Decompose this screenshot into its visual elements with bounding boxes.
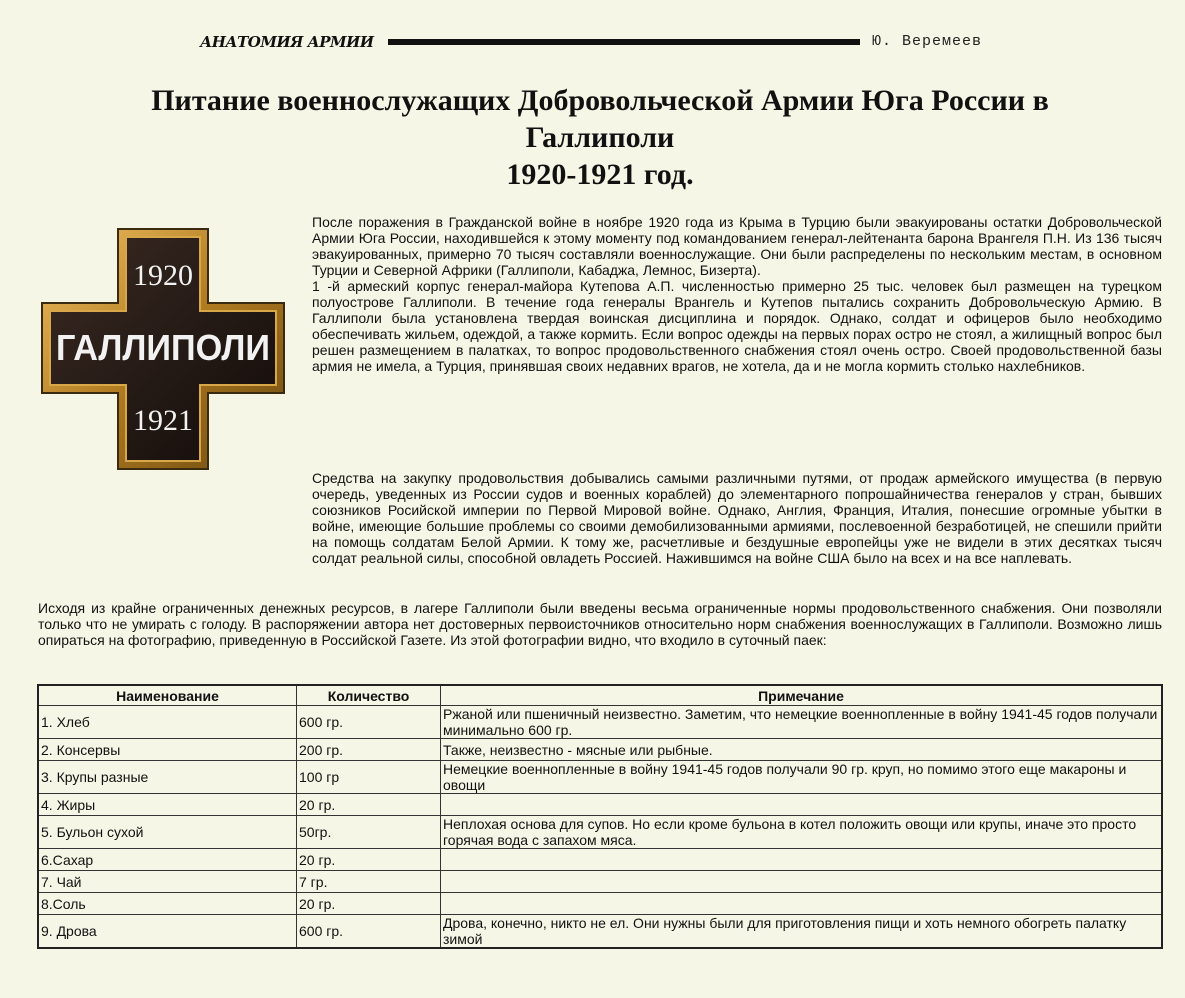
cell-quantity: 20 гр. <box>297 893 441 915</box>
paragraph-1: После поражения в Гражданской войне в ноябре 1920 года из Крыма в Турцию были эвакуированы остатки Добровольческой Армии Юга России, находившейся к этому моменту под командованием генерал-лейтенанта барона Врангеля П.Н. Из 136 тысяч эвакуированных, примерно 70 тысяч составляли военнослужащие. Они были распределены по нескольким местам, в основном Турции и Северной Африки (Галлиполи, Кабаджа, Лемнос, Бизерта). <box>312 214 1162 278</box>
table-row <box>38 761 1162 794</box>
cell-note: Также, неизвестно - мясные или рыбные. <box>441 739 1163 761</box>
cell-name: 2. Консервы <box>38 739 297 761</box>
paragraph-4: Исходя из крайне ограниченных денежных ресурсов, в лагере Галлиполи были введены весьма ограниченные нормы продовольственного снабжения. Они позволяли только что не умирать с голоду. В распоряжении автора нет достоверных первоисточников относительно норм снабжения военнослужащих в Галлиполи. Возможно лишь опираться на фотографию, приведенную в Российской Газете. Из этой фотографии видно, что входило в суточный паек: <box>38 600 1162 648</box>
table-row <box>38 816 1162 849</box>
table-row <box>38 706 1162 739</box>
cell-note: Дрова, конечно, никто не ел. Они нужны были для приготовления пищи и хоть немного обогреть палатку зимой <box>441 915 1163 949</box>
cell-note <box>441 871 1163 893</box>
paragraph-3: Средства на закупку продовольствия добывались самыми различными путями, от продаж армейского имущества (в первую очередь, уведенных из России судов и военных кораблей) до элементарного попрошайничества генералов у стран, бывших союзников Росийской империи по Первой Мировой войне. Однако, Англия, Франция, Италия, понесшие огромные убытки в войне, имеющие большие проблемы со своими демобилизованными армиями, послевоенной безработицей, не спешили прийти на помощь солдатам Белой Армии. К тому же, расчетливые и бездушные европейцы уже не видели в этих десятках тысяч солдат реальной силы, способной овладеть Россией. Нажившимся на войне США было на всех и на все наплевать. <box>312 470 1162 566</box>
badge-year-top: 1920 <box>133 259 193 292</box>
cell-name: 6.Сахар <box>38 849 297 871</box>
header-quantity: Количество <box>297 685 441 706</box>
table-row <box>38 849 1162 871</box>
page-title <box>60 82 1140 193</box>
gallipoli-cross-badge <box>38 225 288 475</box>
cell-name: 9. Дрова <box>38 915 297 949</box>
header-name: Наименование <box>38 685 297 706</box>
intro-text <box>312 214 1162 374</box>
table-row <box>38 893 1162 915</box>
table-row <box>38 871 1162 893</box>
table-row <box>38 739 1162 761</box>
cell-name: 7. Чай <box>38 871 297 893</box>
cell-name: 1. Хлеб <box>38 706 297 739</box>
table-row <box>38 915 1162 949</box>
cell-quantity: 20 гр. <box>297 849 441 871</box>
cell-note: Немецкие военнопленные в войну 1941-45 годов получали 90 гр. круп, но помимо этого еще макароны и овощи <box>441 761 1163 794</box>
cell-note <box>441 849 1163 871</box>
header-note: Примечание <box>441 685 1163 706</box>
cell-quantity: 200 гр. <box>297 739 441 761</box>
section-label: АНАТОМИЯ АРМИИ <box>200 33 374 51</box>
ration-table <box>37 684 1163 949</box>
header-rule <box>388 39 860 45</box>
title-line-3: 1920-1921 год. <box>506 158 694 191</box>
title-line-2: Галлиполи <box>525 121 675 154</box>
cell-quantity: 600 гр. <box>297 706 441 739</box>
cell-note <box>441 794 1163 816</box>
cell-quantity: 50гр. <box>297 816 441 849</box>
cell-note <box>441 893 1163 915</box>
funding-text <box>38 470 1162 566</box>
cell-name: 8.Соль <box>38 893 297 915</box>
table-header-row <box>38 685 1162 706</box>
cell-quantity: 600 гр. <box>297 915 441 949</box>
badge-name: ГАЛЛИПОЛИ <box>56 327 270 368</box>
table-body <box>38 706 1162 949</box>
author-name: Ю. Веремеев <box>872 33 983 50</box>
cell-note: Ржаной или пшеничный неизвестно. Заметим, что немецкие военнопленные в войну 1941-45 годов получали минимально 600 гр. <box>441 706 1163 739</box>
cell-quantity: 100 гр <box>297 761 441 794</box>
badge-year-bottom: 1921 <box>133 404 193 437</box>
page-header <box>200 33 1000 53</box>
cell-note: Неплохая основа для супов. Но если кроме бульона в котел положить овощи или крупы, иначе это просто горячая вода с запахом мяса. <box>441 816 1163 849</box>
title-line-1: Питание военнослужащих Добровольческой Армии Юга России в <box>151 84 1049 117</box>
paragraph-2: 1 -й армеский корпус генерал-майора Кутепова А.П. численностью примерно 25 тыс. человек был размещен на турецком полуострове Галлиполи. В течение года генералы Врангель и Кутепов пытались сохранить Добровольческую Армию. В Галлиполи была установлена твердая воинская дисциплина и порядок. Однако, солдат и офицеров было необходимо обеспечивать жильем, одеждой, а также кормить. Если вопрос одежды на первых порах остро не стоял, а жилищный вопрос был решен размещением в палатках, то вопрос продовольственного снабжения стоял очень остро. Своей продовольственной базы армия не имела, а Турция, принявшая своих недавних врагов, не хотела, да и не могла кормить столько нахлебников. <box>312 278 1162 374</box>
cell-name: 4. Жиры <box>38 794 297 816</box>
cell-name: 3. Крупы разные <box>38 761 297 794</box>
table-row <box>38 794 1162 816</box>
ration-intro-text <box>38 600 1162 648</box>
cell-quantity: 20 гр. <box>297 794 441 816</box>
cell-name: 5. Бульон сухой <box>38 816 297 849</box>
cell-quantity: 7 гр. <box>297 871 441 893</box>
